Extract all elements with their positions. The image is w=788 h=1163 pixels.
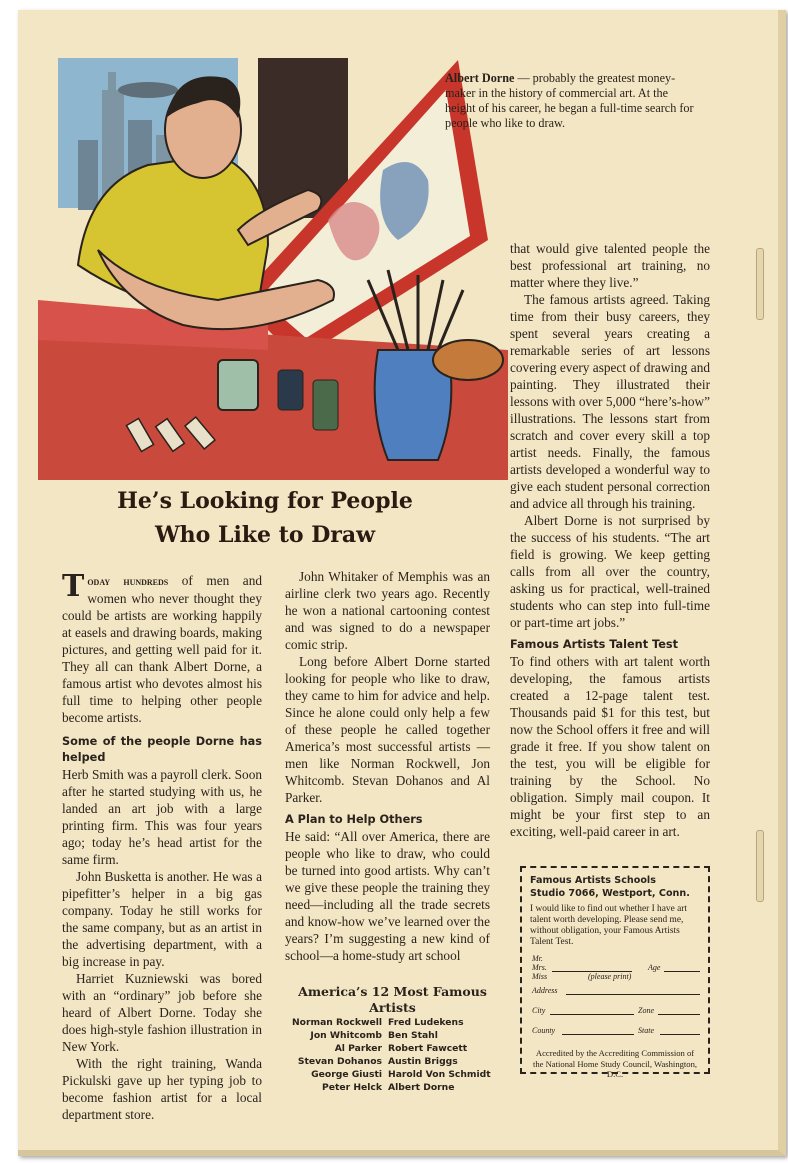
drop-cap: T bbox=[62, 569, 85, 604]
famous-artists-title: America’s 12 Most Famous Artists bbox=[298, 984, 487, 1015]
coupon-school-name: Famous Artists Schools bbox=[530, 875, 656, 886]
label-miss: Miss bbox=[532, 972, 548, 981]
subhead-talent-test: Famous Artists Talent Test bbox=[510, 638, 679, 651]
label-mrs: Mrs. bbox=[532, 963, 547, 972]
mail-coupon[interactable] bbox=[520, 866, 710, 1079]
artist-name: Al Parker bbox=[334, 1043, 382, 1054]
artist-name: George Giusti bbox=[311, 1069, 382, 1080]
albert-dorne-illustration bbox=[38, 50, 508, 480]
paragraph-herb-smith: Herb Smith was a payroll clerk. Soon after he started studying with us, he landed an art job with a large printing firm. This was four years ago; today he’s head artist for the same firm. bbox=[62, 767, 262, 867]
artist-name: Norman Rockwell bbox=[291, 1017, 382, 1028]
artist-name: Fred Ludekens bbox=[388, 1017, 464, 1028]
paragraph-harriet-kuzniewski: Harriet Kuzniewski was bored with an “ordinary” job before she heard of Albert Dorne. Today she does high-style fashion illustration in New York. bbox=[62, 971, 262, 1054]
artist-name: Peter Helck bbox=[322, 1082, 382, 1093]
artist-name: Robert Fawcett bbox=[388, 1043, 468, 1054]
paragraph-dorne-advice: Long before Albert Dorne started looking for people who like to draw, they came to him for advice and help. Since he alone could only help a few of these people he called together America’s most successful artists —men like Norman Rockwell, Jon Whitcomb. Stevan Dohanos and Al Parker. bbox=[285, 654, 490, 805]
paragraph-intro bbox=[62, 569, 262, 726]
artist-name: Austin Briggs bbox=[388, 1056, 458, 1067]
label-mr: Mr. bbox=[532, 954, 543, 963]
coupon-school-address: Studio 7066, Westport, Conn. bbox=[530, 888, 690, 899]
paragraph-talent-test: To find others with art talent worth developing, the famous artists created a 12-page talent test. Thousands paid $1 for this test, but now the School offers it free and will grade it free. If you show talent on the test, you will be eligible for training by the School. No obligation. Simply mail coupon. It might be your first step to an exciting, well-paid career in art. bbox=[510, 654, 710, 839]
headline bbox=[60, 484, 470, 552]
county-field[interactable] bbox=[562, 1034, 634, 1035]
address-field[interactable] bbox=[566, 994, 700, 995]
intro-lead-caps: oday hundreds bbox=[87, 574, 169, 588]
state-field[interactable] bbox=[660, 1034, 700, 1035]
staple-top bbox=[756, 248, 764, 320]
artist-name: Harold Von Schmidt bbox=[388, 1069, 491, 1080]
zone-field[interactable] bbox=[658, 1014, 700, 1015]
paragraph-dorne-quote: He said: “All over America, there are people who like to draw, who could be turned into good artists. Why can’t we give these people the training they need—including all the trade secrets and know-how we’ve learned over the years? I’m suggesting a new kind of school—a home-study art school bbox=[285, 829, 490, 963]
headline-line-1: He’s Looking for People bbox=[117, 488, 413, 514]
article-column-2 bbox=[285, 568, 490, 964]
headline-line-2: Who Like to Draw bbox=[154, 522, 376, 548]
intro-text: of men and women who never thought they could be artists are working happily at easels and drawing boards, making pictures, and getting well paid for it. They all can thank Albert Dorne, a famous artist who devotes almost his full time to helping other people become artists. bbox=[62, 573, 262, 725]
coupon-request-text: I would like to find out whether I have art talent worth developing. Please send me, without obligation, your Famous Artists Talent Test. bbox=[530, 904, 687, 947]
label-county: County bbox=[532, 1026, 556, 1035]
artist-name: Ben Stahl bbox=[388, 1030, 438, 1041]
paragraph-not-surprised: Albert Dorne is not surprised by the success of his students. “The art field is growing. We keep getting calls from all over the country, asking us for practical, well-trained students who can step into full-time or part-time art jobs.” bbox=[510, 513, 710, 630]
paragraph-lessons: The famous artists agreed. Taking time from their busy careers, they spent several years creating a remarkable series of art lessons covering every aspect of drawing and painting. They illustrated their lessons with over 5,000 “here’s-how” illustrations. The lessons start from scratch and cover every skill a top artist needs. Finally, the famous artists developed a wonderful way to give each student personal correction and advice all through his training. bbox=[510, 292, 710, 511]
age-field[interactable] bbox=[664, 971, 700, 972]
artist-name: Jon Whitcomb bbox=[310, 1030, 382, 1041]
caption-text: — probably the greatest money-maker in the history of commercial art. At the height of his career, he began a full-time search for people who like to draw. bbox=[445, 71, 694, 130]
label-zone: Zone bbox=[638, 1006, 654, 1015]
coupon-accreditation: Accredited by the Accrediting Commission of the National Home Study Council, Washington, D.C. bbox=[532, 1048, 698, 1079]
label-state: State bbox=[638, 1026, 654, 1035]
label-age: Age bbox=[648, 963, 661, 972]
article-column-1 bbox=[62, 569, 262, 1123]
paragraph-john-busketta: John Busketta is another. He was a pipefitter’s helper in a big gas company. Today he still works for the same company, but as an artist in the advertising department, with a big increase in pay. bbox=[62, 869, 262, 969]
paragraph-john-whitaker: John Whitaker of Memphis was an airline clerk two years ago. Recently he won a national cartooning contest and was signed to do a newspaper comic strip. bbox=[285, 569, 490, 652]
staple-bottom bbox=[756, 830, 764, 902]
illustration-caption bbox=[445, 71, 700, 131]
coupon-fields bbox=[530, 954, 700, 1044]
artist-name: Albert Dorne bbox=[388, 1082, 455, 1093]
subhead-people-helped: Some of the people Dorne has helped bbox=[62, 735, 262, 764]
print-note: (please print) bbox=[588, 972, 632, 981]
famous-artists-box bbox=[285, 984, 500, 1016]
caption-name: Albert Dorne bbox=[445, 71, 515, 85]
label-city: City bbox=[532, 1006, 546, 1015]
artist-name: Stevan Dohanos bbox=[297, 1056, 382, 1067]
paragraph-quote-end: that would give talented people the best professional art training, no matter where they live.” bbox=[510, 241, 710, 290]
subhead-plan: A Plan to Help Others bbox=[285, 813, 423, 826]
label-address: Address bbox=[532, 986, 558, 995]
article-column-3 bbox=[510, 240, 710, 840]
paragraph-wanda-pickulski: With the right training, Wanda Pickulski gave up her typing job to become fashion artist for a local department store. bbox=[62, 1056, 262, 1122]
city-field[interactable] bbox=[550, 1014, 634, 1015]
